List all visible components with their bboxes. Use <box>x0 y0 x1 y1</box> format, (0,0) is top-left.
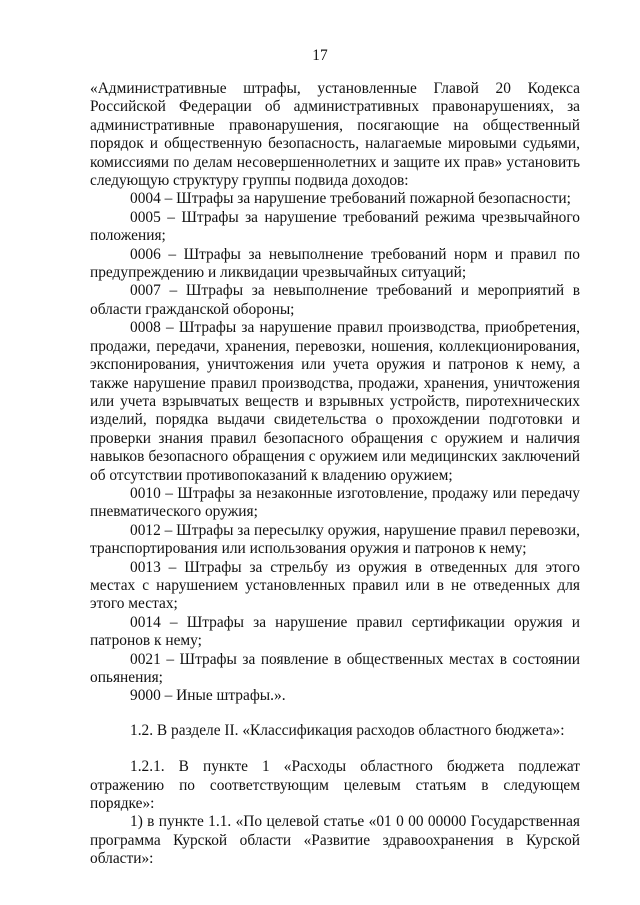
list-item-0010: 0010 – Штрафы за незаконные изготовление, продажу или передачу пневматического оружия; <box>90 484 580 521</box>
list-item-0007: 0007 – Штрафы за невыполнение требований и мероприятий в области гражданской обороны; <box>90 282 580 318</box>
spacer <box>90 740 580 758</box>
list-item-0004: 0004 – Штрафы за нарушение требований пожарной безопасности; <box>130 190 571 208</box>
list-item-0006: 0006 – Штрафы за невыполнение требований норм и правил по предупреждению и ликвидации чрезвычайных ситуаций; <box>90 245 580 282</box>
section-paragraph-item-1: 1) в пункте 1.1. «По целевой статье «01 0 00 00000 Государственная программа Курской области «Развитие здравоохранения в Курской области»: <box>90 813 580 868</box>
section-paragraph-1-2-1: 1.2.1. В пункте 1 «Расходы областного бюджета подлежат отражению по соответствующим целевым статьям в следующем порядке»: <box>90 758 580 813</box>
list-item-0021: 0021 – Штрафы за появление в общественных местах в состоянии опьянения; <box>90 650 580 686</box>
section-heading-1-2: 1.2. В разделе II. «Классификация расходов областного бюджета»: <box>130 721 565 739</box>
document-body <box>90 80 580 869</box>
spacer <box>90 706 580 722</box>
page-number: 17 <box>312 47 328 64</box>
list-item-9000: 9000 – Иные штрафы.». <box>130 687 286 705</box>
list-item-0013: 0013 – Штрафы за стрельбу из оружия в отведенных для этого местах с нарушением установленных правил или в не отведенных для этого местах; <box>90 558 580 613</box>
list-item-0012: 0012 – Штрафы за пересылку оружия, нарушение правил перевозки, транспортирования или использования оружия и патронов к нему; <box>90 521 580 558</box>
list-item-0008: 0008 – Штрафы за нарушение правил производства, приобретения, продажи, передачи, хранения, перевозки, ношения, коллекционирования, экспонирования, уничтожения или учета оружия и патронов к нему, а также нарушение правил производства, продажи, хранения, уничтожения или учета взрывчатых веществ и взрывных устройств, пиротехнических изделий, порядка выдачи свидетельства о прохождении подготовки и проверки знания правил безопасного обращения с оружием и наличия навыков безопасного обращения с оружием или медицинских заключений об отсутствии противопоказаний к владению оружием; <box>90 319 580 484</box>
intro-paragraph: «Административные штрафы, установленные Главой 20 Кодекса Российской Федерации об административных правонарушениях, за административные правонарушения, посягающие на общественный порядок и общественную безопасность, налагаемые мировыми судьями, комиссиями по делам несовершеннолетних и защите их прав» установить следующую структуру группы подвида доходов: <box>90 80 580 190</box>
list-item-0005: 0005 – Штрафы за нарушение требований режима чрезвычайного положения; <box>90 208 580 245</box>
list-item-0014: 0014 – Штрафы за нарушение правил сертификации оружия и патронов к нему; <box>90 613 580 650</box>
